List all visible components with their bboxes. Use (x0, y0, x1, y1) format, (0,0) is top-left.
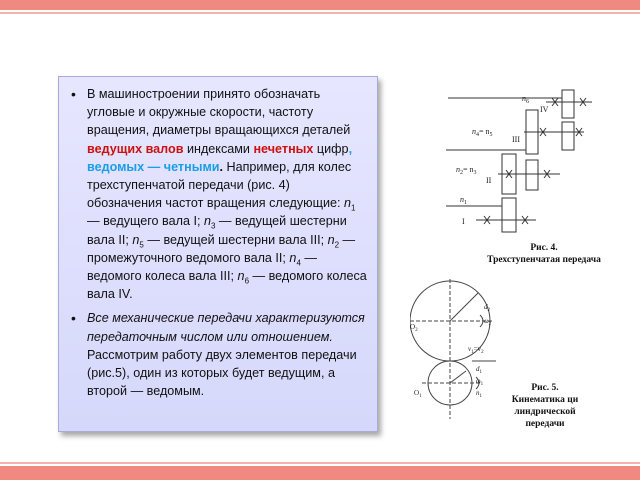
subscript: 4 (296, 258, 301, 268)
caption-line: Рис. 5. (531, 383, 559, 393)
label-omega2: $\omega_2$ (484, 317, 492, 327)
label-ii: II (486, 176, 492, 185)
text-segment: Например, для колес трехступенчатой передачи (рис. 4) обозначения частот вращения следующие: (87, 159, 352, 211)
text-segment: В машиностроении принято обозначать угловые и окружные скорости, частоту вращения, диаметры вращающихся деталей (87, 87, 351, 138)
label-o2: $O_2$ (410, 323, 418, 333)
subscript: 6 (244, 276, 250, 286)
label-iv: IV (540, 105, 549, 114)
bottom-decor-bar (0, 466, 640, 480)
label-omega1: $\omega_1$ (476, 377, 484, 387)
label-n6: $n_6$ (522, 94, 529, 105)
subscript: 2 (334, 240, 340, 250)
label-v1-v2: $v_1=v_2$ (468, 345, 484, 355)
caption-line: линдрической (514, 407, 576, 417)
symbol-n4: n (289, 250, 297, 265)
symbol-n2: n (327, 232, 335, 247)
label-n1: $n_1$ (460, 195, 467, 206)
top-decor-bar (0, 0, 640, 10)
caption-line: передачи (525, 419, 565, 429)
bullet-paragraph-2 (71, 309, 367, 400)
symbol-n1: n (344, 196, 352, 211)
top-decor-line (0, 12, 640, 14)
text-segment: индексами (183, 141, 254, 156)
italic-statement: Все механические передачи характеризуются передаточным числом или отношением. (87, 311, 365, 344)
text-panel (58, 76, 378, 432)
label-n1: $n_1$ (476, 389, 482, 399)
text-segment: — ведомого колеса вала III; (87, 250, 317, 284)
label-i: I (462, 217, 465, 226)
text-segment: Рассмотрим работу двух элементов передачи (рис.5), один из которых будет ведущим, а второй — ведомым. (87, 347, 357, 399)
highlight-driven-even: ведомых — четными (87, 159, 220, 174)
label-iii: III (512, 135, 520, 144)
bullet-paragraph-1 (71, 85, 367, 303)
figure-4-diagram (420, 88, 602, 234)
blue-comma: , (348, 141, 353, 156)
text-segment: — ведущей шестерни вала II; (87, 214, 347, 247)
symbol-n6: n (237, 269, 245, 284)
subscript: 5 (139, 240, 144, 250)
text-segment: — ведущей шестерни вала III; (143, 232, 328, 247)
symbol-n3: n (203, 214, 211, 229)
caption-line: Трехступенчатая передача (487, 255, 601, 265)
highlight-leading-shafts: ведущих валов (87, 141, 184, 156)
figure-5-caption (500, 382, 590, 430)
figure-4-caption (476, 242, 612, 266)
symbol-n5: n (132, 232, 140, 247)
text-segment: . (219, 159, 224, 174)
caption-line: Рис. 4. (530, 243, 558, 253)
figure-5-diagram (410, 279, 502, 425)
label-n2-n3: $n_2= n_3$ (456, 165, 477, 176)
label-o1: $O_1$ (414, 389, 422, 399)
text-segment: цифр (313, 141, 349, 156)
text-segment: — ведущего вала I; (87, 214, 204, 229)
subscript: 3 (210, 221, 216, 231)
subscript: 1 (351, 203, 356, 213)
text-segment: — ведомого колеса вала IV. (87, 269, 367, 302)
caption-line: Кинематика ци (511, 395, 579, 405)
label-d2: $d_2$ (484, 303, 490, 313)
label-d1: $d_1$ (476, 365, 482, 375)
label-n4-n5: $n_4= n_5$ (472, 127, 493, 138)
bottom-decor-line (0, 462, 640, 464)
text-segment: — промежуточного ведомого вала II; (87, 232, 356, 265)
highlight-odd: нечетных (253, 141, 314, 156)
